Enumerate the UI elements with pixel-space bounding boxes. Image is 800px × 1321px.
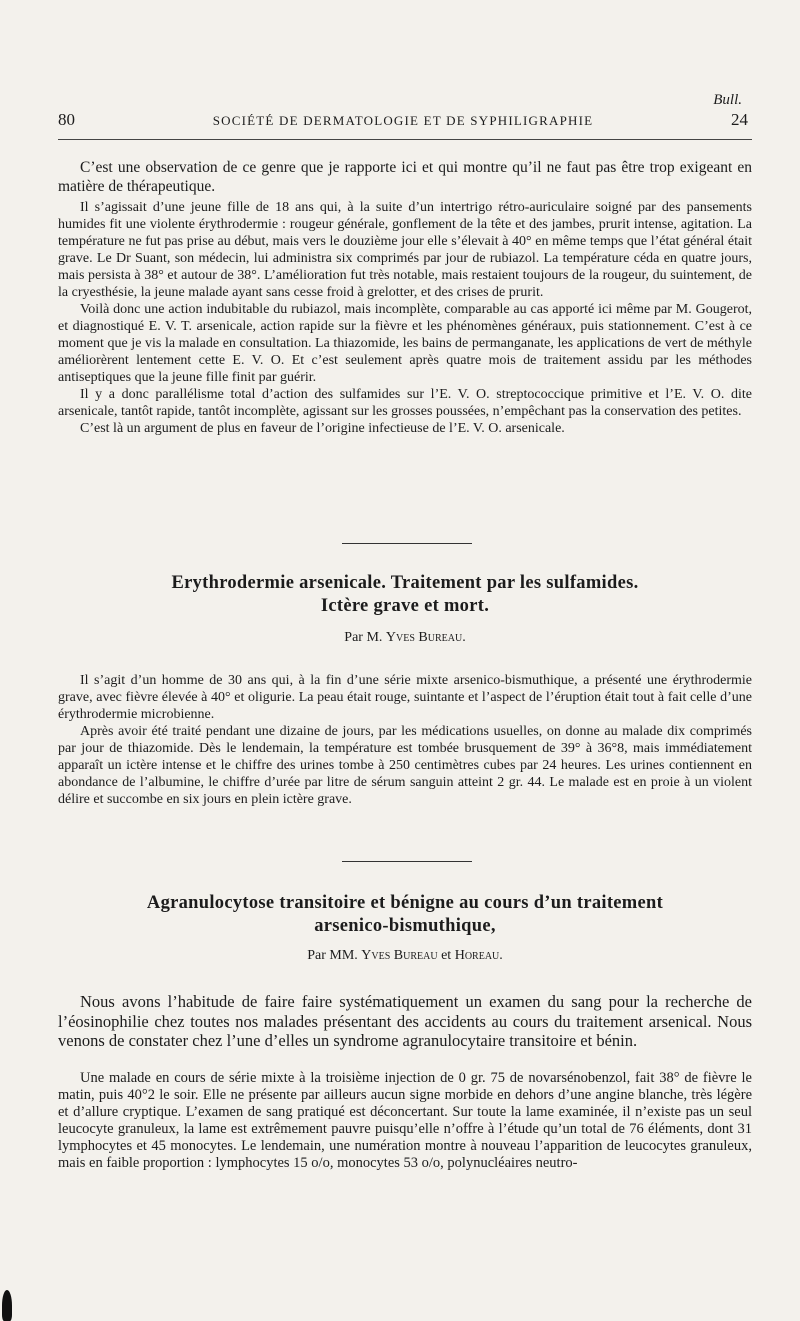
title-line: Agranulocytose transitoire et bénigne au cours d’un traitement: [146, 893, 664, 913]
journal-title: SOCIÉTÉ DE DERMATOLOGIE ET DE SYPHILIGRAPHIE: [212, 113, 594, 128]
paragraph: Une malade en cours de série mixte à la troisième injection de 0 gr. 75 de novarsénobenzol, fait 38° de fièvre le matin, puis 40°2 le soir. Elle ne présente par ailleurs aucun signe morbide en dehors d’une angine blanche, très légère et d’allure cryptique. L’examen de sang pratiqué est déconcertant. Sur toute la lame examinée, il n’existe pas un seul leucocyte granuleux, la lame est extrêmement pauvre puisqu’elle n’offre à l’étude qu’un total de 76 éléments, dont 31 lymphocytes et 45 monocytes. Le lendemain, une numération montre à nouveau l’apparition de leucocytes granuleux, mais en faible proportion : lymphocytes 15 o/o, monocytes 53 o/o, polynucléaires neutro-: [58, 1070, 752, 1171]
author-name: Yves Bureau: [361, 948, 438, 963]
running-header: [58, 110, 752, 134]
article-authors: [58, 948, 752, 964]
paragraph: Il s’agissait d’une jeune fille de 18 ans qui, à la suite d’un intertrigo rétro-auriculaire soigné par des pansements humides fit une violente érythrodermie : rougeur générale, gonflement de la tête et des jambes, prurit intense, agitation. La température ne fut pas prise au début, mais vers le douzième jour elle s’élevait à 40° en même temps que l’état général était grave. Le Dr Suant, son médecin, lui administra six comprimés par jour de rubiazol. La température céda en quatre jours, mais persista à 38° et autour de 38°. L’amélioration fut très notable, mais restaient toujours de la rougeur, du suintement, de la cryesthésie, la jeune malade ayant sans cesse froid à grelotter, et des crises de prurit.: [58, 200, 752, 300]
article-summary: [58, 992, 752, 1051]
ink-mark: [2, 1290, 12, 1321]
paragraph: Il y a donc parallélisme total d’action des sulfamides sur l’E. V. O. streptococcique primitive et l’E. V. O. dite arsenicale, tantôt rapide, tantôt incomplète, agissant sur les grosses poussées, n’empêchant pas la conservation des petites.: [58, 387, 752, 419]
section-divider: [342, 543, 472, 544]
author-prefix: Par MM.: [307, 948, 358, 963]
author-prefix: Par M.: [344, 630, 383, 645]
volume-number: 24: [731, 110, 748, 129]
previous-article-conclusion: [58, 158, 752, 437]
paragraph: Nous avons l’habitude de faire faire systématiquement un examen du sang pour la recherche de l’éosinophilie chez toutes nos malades présentant des accidents au cours du traitement arsenical. Nous venons de constater chez l’une d’elles un syndrome agranulocytaire transitoire et bénin.: [58, 992, 752, 1050]
author-name: Horeau.: [454, 948, 503, 963]
author-name: Yves Bureau.: [385, 630, 466, 645]
paragraph: Après avoir été traité pendant une dizaine de jours, par les médications usuelles, on donne au malade dix comprimés par jour de thiazomide. Dès le lendemain, la température est tombée brusquement de 39° à 36°8, mais immédiatement apparaît un ictère intense et le chiffre des urines tombe à 250 centimètres cubes par 24 heures. Les urines contiennent en abondance de l’albumine, le chiffre d’urée par litre de sérum sanguin atteint 2 gr. 44. Le malade est en proie à un violent délire et succombe en six jours en plein ictère grave.: [58, 724, 752, 807]
article-title: [58, 892, 752, 938]
title-line: Ictère grave et mort.: [320, 596, 490, 616]
paragraph: Il s’agit d’un homme de 30 ans qui, à la fin d’une série mixte arsenico-bismuthique, a présenté une érythrodermie grave, avec fièvre élevée à 40° et oligurie. La peau était rouge, suintante et l’aspect de l’éruption était tout à fait celle d’une érythrodermie microbienne.: [58, 673, 752, 722]
bull-label: Bull.: [713, 92, 742, 108]
journal-page: [58, 0, 752, 1321]
article-body: [58, 1070, 752, 1172]
paragraph: C’est là un argument de plus en faveur de l’origine infectieuse de l’E. V. O. arsenicale.: [80, 421, 565, 436]
page-number: 80: [58, 110, 75, 129]
section-divider: [342, 861, 472, 862]
paragraph: C’est une observation de ce genre que je rapporte ici et qui montre qu’il ne faut pas être trop exigeant en matière de thérapeutique.: [58, 159, 752, 195]
title-line: arsenico-bismuthique,: [314, 916, 496, 936]
article-author: [58, 630, 752, 646]
title-line: Erythrodermie arsenicale. Traitement par les sulfamides.: [171, 573, 639, 593]
author-joiner: et: [441, 948, 452, 963]
article-title: [58, 572, 752, 618]
header-rule: [58, 139, 752, 140]
article-body: [58, 672, 752, 808]
paragraph: Voilà donc une action indubitable du rubiazol, mais incomplète, comparable au cas apporté ici même par M. Gougerot, et diagnostiqué E. V. T. arsenicale, action rapide sur la fièvre et les phénomènes généraux, puis stationnement. C’est à ce moment que je vis la malade en consultation. La thiazomide, les bains de permanganate, les applications de vert de méthyle améliorèrent lentement cette E. V. O. Et c’est seulement après quatre mois de traitement assidu par les méthodes antiseptiques que la jeune fille finit par guérir.: [58, 302, 752, 385]
